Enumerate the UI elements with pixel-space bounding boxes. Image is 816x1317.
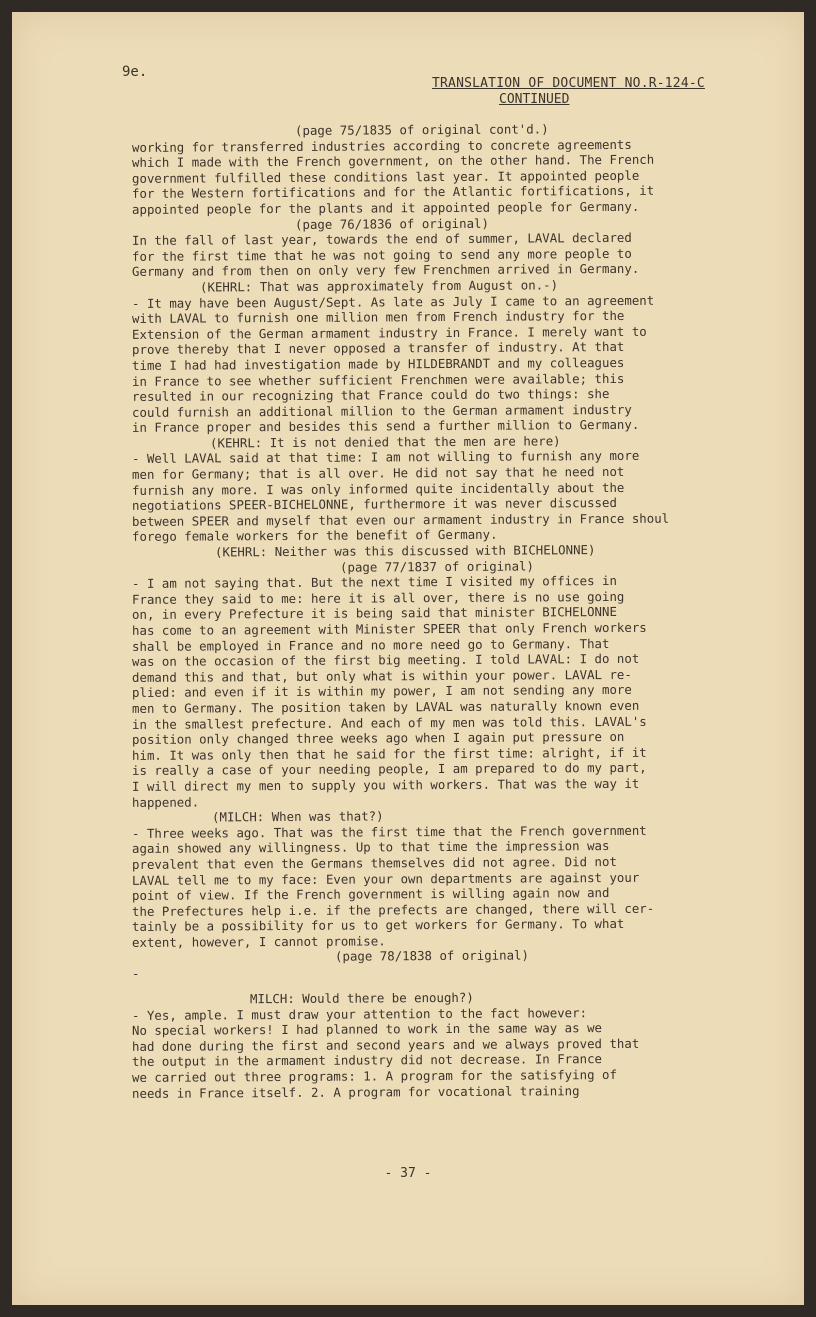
text-line: time I had had investigation made by HILDEBRANDT and my colleagues <box>131 354 625 373</box>
text-line: has come to an agreement with Minister SPEER that only French workers <box>131 619 647 638</box>
page-footer: - 37 - <box>384 1166 432 1181</box>
text-line: prove thereby that I never opposed a transfer of industry. At that <box>131 339 625 358</box>
text-line: plied: and even if it is within my power, I am not sending any more <box>131 682 632 701</box>
text-line: LAVAL tell me to my face: Even your own departments are against your <box>131 869 640 888</box>
document-page <box>12 12 804 1305</box>
text-line: appointed people for the plants and it appointed people for Germany. <box>131 198 640 217</box>
text-line: (KEHRL: Neither was this discussed with BICHELONNE) <box>214 542 596 560</box>
text-line: MILCH: Would there be enough?) <box>249 989 474 1007</box>
text-line: could furnish an additional million to the German armament industry <box>131 401 632 420</box>
text-line: again showed any willingness. Up to that time the impression was <box>131 838 610 857</box>
text-line: the output in the armament industry did not decrease. In France <box>131 1051 603 1070</box>
text-line: No special workers! I had planned to work in the same way as we <box>131 1020 603 1039</box>
text-line: happened. <box>131 794 200 810</box>
text-line: (MILCH: When was that?) <box>211 808 384 825</box>
text-line: - I am not saying that. But the next time I visited my offices in <box>131 573 617 592</box>
document-body <box>120 121 800 1101</box>
text-line: the Prefectures help i.e. if the prefects are changed, there will cer- <box>131 900 655 919</box>
text-line: for the first time that he was not going to send any more people to <box>131 245 632 264</box>
text-line: Germany and from then on only very few Frenchmen arrived in Germany. <box>131 261 640 280</box>
text-line: I will direct my men to supply you with workers. That was the way it <box>131 775 640 794</box>
text-line: France they said to me: here it is all over, there is no use going <box>131 588 625 607</box>
text-line: which I made with the French government, on the other hand. The French <box>131 151 655 171</box>
text-line: - Well LAVAL said at that time: I am not willing to furnish any more <box>131 448 640 467</box>
text-line: in France to see whether sufficient Frenchmen were available; this <box>131 370 625 389</box>
text-line: - It may have been August/Sept. As late as July I came to an agreement <box>131 292 655 311</box>
text-line: is really a case of your needing people, I am prepared to do my part, <box>131 760 647 779</box>
text-line: demand this and that, but only what is within your power. LAVAL re- <box>131 666 632 685</box>
text-line: In the fall of last year, towards the end of summer, LAVAL declared <box>131 230 632 249</box>
text-line: negotiations SPEER-BICHELONNE, furthermore it was never discussed <box>131 495 617 514</box>
text-line: between SPEER and myself that even our armament industry in France shoul <box>131 510 670 529</box>
text-line: - <box>131 965 140 981</box>
text-line: prevalent that even the Germans themselves did not agree. Did not <box>131 853 617 872</box>
text-line: working for transferred industries according to concrete agreements <box>131 136 632 155</box>
text-line: forego female workers for the benefit of Germany. <box>131 527 498 545</box>
text-line: extent, however, I cannot promise. <box>131 933 386 950</box>
text-line: (page 75/1835 of original cont'd.) <box>294 121 549 138</box>
text-line: furnish any more. I was only informed quite incidentally about the <box>131 479 625 498</box>
text-line: had done during the first and second years and we always proved that <box>131 1035 640 1054</box>
document-title: TRANSLATION OF DOCUMENT NO.R-124-C <box>432 76 705 91</box>
text-line: - Yes, ample. I must draw your attention to the fact however: <box>131 1004 588 1023</box>
text-line: for the Western fortifications and for the Atlantic fortifications, it <box>131 183 655 202</box>
text-line: in the smallest prefecture. And each of my men was told this. LAVAL's <box>131 713 647 732</box>
text-line: Extension of the German armament industry in France. I merely want to <box>131 323 647 342</box>
text-line: shall be employed in France and no more need go to Germany. That <box>131 635 610 654</box>
text-line: (KEHRL: That was approximately from August on.-) <box>199 277 559 295</box>
text-line: resulted in our recognizing that France could do two things: she <box>131 386 610 405</box>
page-number: 9e. <box>122 64 148 80</box>
text-line: with LAVAL to furnish one million men from French industry for the <box>131 308 625 327</box>
text-line: men to Germany. The position taken by LAVAL was naturally known even <box>131 697 640 716</box>
text-line: in France proper and besides this send a further million to Germany. <box>131 417 640 436</box>
text-line: tainly be a possibility for us to get workers for Germany. To what <box>131 916 625 935</box>
text-line: was on the occasion of the first big meeting. I told LAVAL: I do not <box>131 651 640 670</box>
text-line: on, in every Prefecture it is being said that minister BICHELONNE <box>131 604 617 623</box>
text-line: we carried out three programs: 1. A program for the satisfying of <box>131 1066 617 1085</box>
text-line: - Three weeks ago. That was the first time that the French government <box>131 822 647 841</box>
text-line: him. It was only then that he said for the first time: alright, if it <box>131 744 647 763</box>
text-line: (page 76/1836 of original) <box>294 215 490 232</box>
text-line: (KEHRL: It is not denied that the men are here) <box>209 433 561 451</box>
text-line: point of view. If the French government is willing again now and <box>131 885 610 904</box>
text-line: men for Germany; that is all over. He did not say that he need not <box>131 463 625 482</box>
text-line: (page 78/1838 of original) <box>334 947 530 965</box>
text-line: needs in France itself. 2. A program for vocational training <box>131 1082 580 1101</box>
document-subtitle: CONTINUED <box>499 92 570 107</box>
text-line: position only changed three weeks ago when I again put pressure on <box>131 729 625 748</box>
text-line: government fulfilled these conditions last year. It appointed people <box>131 167 640 186</box>
text-line: (page 77/1837 of original) <box>339 558 535 575</box>
